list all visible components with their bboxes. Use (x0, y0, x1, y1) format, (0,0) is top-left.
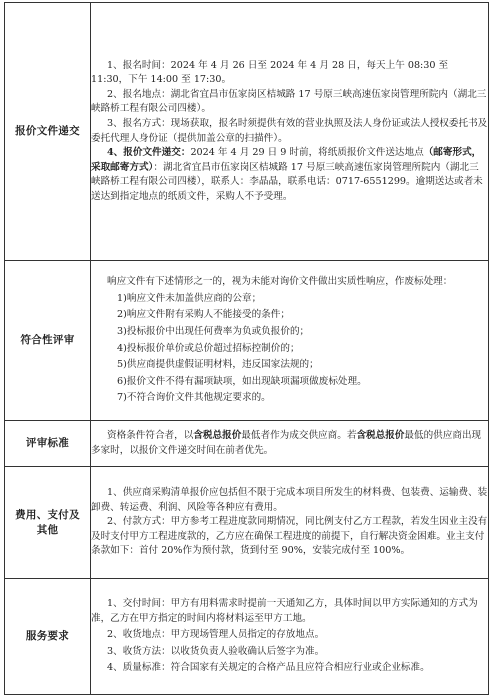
list-item: 3)投标报价中出现任何费率为负或负报价的； (117, 325, 310, 337)
paragraph: 2、付款方式：甲方参考工程进度款同期情况，同比例支付乙方工程款，若发生因业主没有及时支付甲方工程进度款的，乙方应在确保工程进度的前提下，自行解决资金困难。业主支付条款如下：首付 20%作为预付款，货到付至 90%，安装完成付至 100%。 (91, 516, 488, 557)
paragraph: 4、质量标准：符合国家有关规定的合格产品且应符合相应行业或企业标准。 (107, 662, 430, 674)
row-feiyong (5, 467, 489, 579)
paragraph: 1、交付时间：甲方有用料需求时提前一天通知乙方，具体时间以甲方实际通知的方式为准，乙方在甲方指定的时间内将材料运至甲方工地。 (91, 598, 478, 624)
row-content (91, 261, 489, 421)
bold-text: 含税总报价 (356, 429, 405, 441)
paragraph: 3、收货方法：以收货负责人验收确认后签字为准。 (107, 645, 325, 657)
row-content (91, 467, 489, 579)
text-span: 最低的供应商出现多家时，以报价文件递交时间在前者优先。 (91, 429, 482, 456)
paragraph: 1、供应商采购清单报价应包括但不限于完成本项目所发生的材料费、包装费、运输费、装卸费、转运费、利润、风险等各种应有费用。 (91, 487, 488, 513)
paragraph: 3、报名方式：现场获取，报名时须提供有效的营业执照及法人身份证或法人授权委托书及委托代理人身份证（提供加盖公章的扫描件）。 (91, 117, 488, 144)
row-fuwu (5, 579, 489, 695)
row-label: 服务要求 (5, 579, 91, 695)
list-item: 1)响应文件未加盖供应商的公章； (117, 292, 262, 304)
list-item: 5)供应商提供虚假证明材料，违反国家法规的； (117, 359, 319, 371)
row-fuhe (5, 261, 489, 421)
row-label: 符合性评审 (5, 261, 91, 421)
text-span: 资格条件符合者，以 (107, 429, 194, 441)
paragraph (91, 146, 488, 204)
list-item: 2)响应文件附有采购人不能接受的条件； (117, 309, 290, 321)
bold-text: 含税总报价 (193, 429, 242, 441)
bold-text: 4、报价文件递交： (107, 147, 191, 159)
text-span: 2024 年 4 月 29 日 9 时前，将纸质报价文件送达地点 (190, 147, 424, 159)
row-label: 评审标准 (5, 421, 91, 467)
paragraph: 2、收货地点：甲方现场管理人员指定的存放地点。 (107, 629, 325, 641)
row-label: 报价文件递交 (5, 3, 91, 261)
label-line: 费用、支付及 (15, 508, 80, 521)
list-item: 6)报价文件不得有漏项缺项，如出现缺项漏项做废标处理。 (117, 375, 367, 387)
paragraph: 2、报名地点：湖北省宜昌市伍家岗区桔城路 17 号原三峡高速伍家岗管理所院内（湖北三峡路桥工程有限公司四楼）。 (91, 88, 487, 115)
text-span: ：湖北省宜昌市伍家岗区桔城路 17 号原三峡高速伍家岗管理所院内（湖北三峡路桥工程有限公司四楼），联系人：李晶晶，联系电话：0717-6551299。逾期送达或者未送达到指定地点的纸质文件，采购人不予受理。 (91, 161, 483, 202)
paragraph: 响应文件有下述情形之一的，视为未能对询价文件做出实质性响应，作废标处理： (107, 276, 453, 288)
row-content (91, 579, 489, 695)
row-pingshen (5, 421, 489, 467)
paragraph (91, 429, 488, 458)
text-span: 最低者作为成交供应商。若 (241, 429, 357, 441)
row-label (5, 467, 91, 579)
bold-text: （邮寄形式，采取邮寄方式） (91, 147, 482, 173)
document-table (4, 2, 489, 695)
row-content (91, 3, 489, 261)
paragraph: 1、报名时间：2024 年 4 月 26 日至 2024 年 4 月 28 日，每天上午 08:30 至 11:30，下午 14:00 至 17:30。 (91, 59, 449, 86)
label-line: 其他 (36, 523, 59, 536)
list-item: 7)不符合询价文件其他规定要求的。 (117, 392, 271, 404)
row-content (91, 421, 489, 467)
row-baojia (5, 3, 489, 261)
list-item: 4)投标报价单价或总价超过招标控制价的； (117, 342, 300, 354)
